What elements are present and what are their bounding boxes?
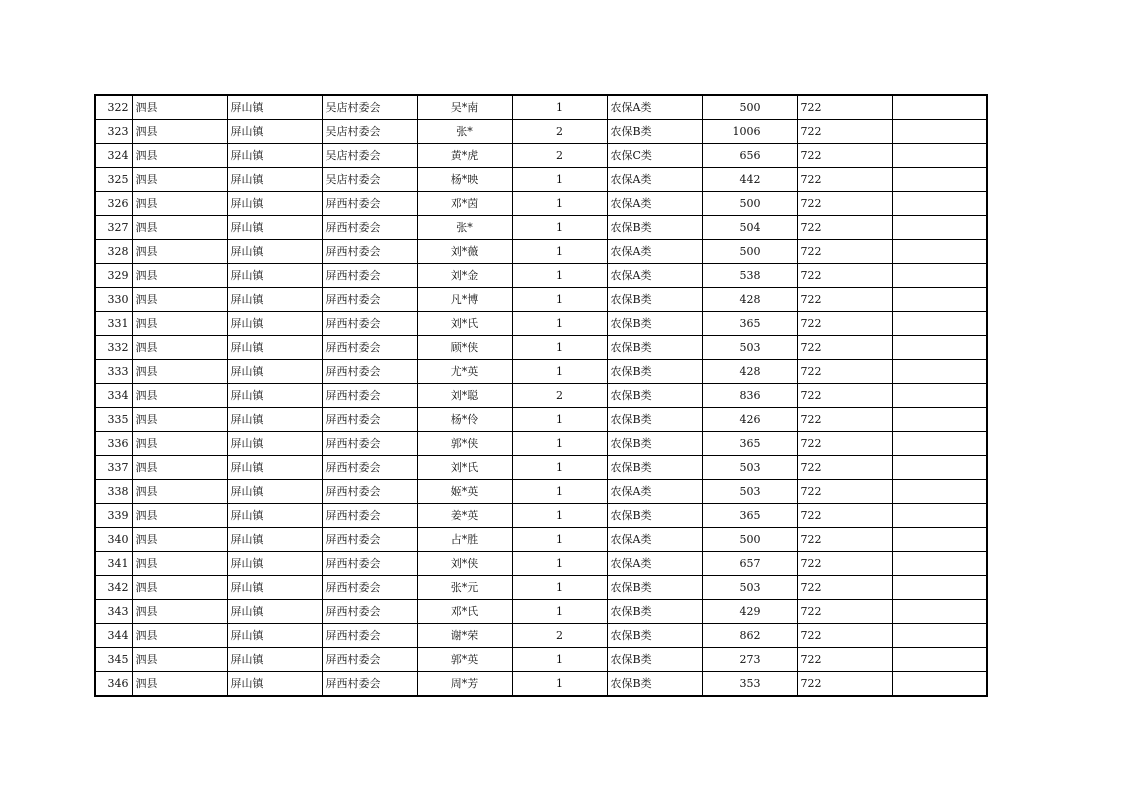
village-cell: 屏西村委会 [322,504,417,528]
amount-cell: 503 [702,336,797,360]
household-count-cell: 1 [512,264,607,288]
code-cell: 722 [797,552,892,576]
household-count-cell: 1 [512,432,607,456]
village-cell: 吴店村委会 [322,168,417,192]
row-number-cell: 322 [95,95,132,120]
county-cell: 泗县 [132,480,227,504]
person-name-cell: 刘*氏 [417,312,512,336]
category-cell: 农保A类 [607,240,702,264]
remarks-cell [892,552,987,576]
village-cell: 屏西村委会 [322,216,417,240]
county-cell: 泗县 [132,95,227,120]
table-row [95,672,987,697]
remarks-cell [892,480,987,504]
county-cell: 泗县 [132,504,227,528]
remarks-cell [892,216,987,240]
household-count-cell: 1 [512,480,607,504]
village-cell: 吴店村委会 [322,95,417,120]
code-cell: 722 [797,624,892,648]
person-name-cell: 刘*氏 [417,456,512,480]
remarks-cell [892,408,987,432]
remarks-cell [892,672,987,697]
code-cell: 722 [797,120,892,144]
row-number-cell: 336 [95,432,132,456]
amount-cell: 500 [702,192,797,216]
town-cell: 屏山镇 [227,432,322,456]
person-name-cell: 张* [417,216,512,240]
table-row [95,288,987,312]
code-cell: 722 [797,600,892,624]
household-count-cell: 1 [512,648,607,672]
row-number-cell: 324 [95,144,132,168]
row-number-cell: 345 [95,648,132,672]
town-cell: 屏山镇 [227,528,322,552]
village-cell: 屏西村委会 [322,456,417,480]
county-cell: 泗县 [132,552,227,576]
row-number-cell: 335 [95,408,132,432]
amount-cell: 273 [702,648,797,672]
category-cell: 农保B类 [607,624,702,648]
table-row [95,168,987,192]
row-number-cell: 341 [95,552,132,576]
table-row [95,552,987,576]
person-name-cell: 张*元 [417,576,512,600]
category-cell: 农保B类 [607,408,702,432]
person-name-cell: 尤*英 [417,360,512,384]
household-count-cell: 2 [512,120,607,144]
town-cell: 屏山镇 [227,552,322,576]
code-cell: 722 [797,648,892,672]
row-number-cell: 337 [95,456,132,480]
table-row [95,384,987,408]
code-cell: 722 [797,192,892,216]
code-cell: 722 [797,360,892,384]
amount-cell: 365 [702,312,797,336]
table-row [95,216,987,240]
person-name-cell: 谢*荣 [417,624,512,648]
household-count-cell: 1 [512,672,607,697]
table-row [95,432,987,456]
household-count-cell: 1 [512,504,607,528]
person-name-cell: 占*胜 [417,528,512,552]
town-cell: 屏山镇 [227,408,322,432]
village-cell: 屏西村委会 [322,240,417,264]
household-count-cell: 1 [512,336,607,360]
code-cell: 722 [797,432,892,456]
household-count-cell: 1 [512,456,607,480]
row-number-cell: 329 [95,264,132,288]
code-cell: 722 [797,672,892,697]
village-cell: 屏西村委会 [322,384,417,408]
code-cell: 722 [797,480,892,504]
code-cell: 722 [797,576,892,600]
amount-cell: 426 [702,408,797,432]
remarks-cell [892,264,987,288]
county-cell: 泗县 [132,264,227,288]
village-cell: 屏西村委会 [322,600,417,624]
county-cell: 泗县 [132,432,227,456]
amount-cell: 500 [702,240,797,264]
code-cell: 722 [797,240,892,264]
category-cell: 农保B类 [607,504,702,528]
town-cell: 屏山镇 [227,576,322,600]
county-cell: 泗县 [132,312,227,336]
amount-cell: 500 [702,95,797,120]
code-cell: 722 [797,144,892,168]
amount-cell: 862 [702,624,797,648]
row-number-cell: 326 [95,192,132,216]
row-number-cell: 340 [95,528,132,552]
county-cell: 泗县 [132,192,227,216]
town-cell: 屏山镇 [227,168,322,192]
town-cell: 屏山镇 [227,624,322,648]
category-cell: 农保B类 [607,312,702,336]
person-name-cell: 刘*侠 [417,552,512,576]
row-number-cell: 338 [95,480,132,504]
amount-cell: 1006 [702,120,797,144]
county-cell: 泗县 [132,384,227,408]
amount-cell: 500 [702,528,797,552]
table-row [95,504,987,528]
category-cell: 农保A类 [607,528,702,552]
table-row [95,624,987,648]
row-number-cell: 327 [95,216,132,240]
county-cell: 泗县 [132,648,227,672]
person-name-cell: 凡*博 [417,288,512,312]
person-name-cell: 刘*薇 [417,240,512,264]
person-name-cell: 周*芳 [417,672,512,697]
amount-cell: 365 [702,432,797,456]
remarks-cell [892,240,987,264]
remarks-cell [892,95,987,120]
town-cell: 屏山镇 [227,480,322,504]
town-cell: 屏山镇 [227,504,322,528]
town-cell: 屏山镇 [227,456,322,480]
village-cell: 屏西村委会 [322,432,417,456]
table-row [95,528,987,552]
category-cell: 农保B类 [607,120,702,144]
county-cell: 泗县 [132,216,227,240]
village-cell: 屏西村委会 [322,624,417,648]
category-cell: 农保B类 [607,336,702,360]
remarks-cell [892,336,987,360]
category-cell: 农保B类 [607,288,702,312]
village-cell: 屏西村委会 [322,648,417,672]
county-cell: 泗县 [132,240,227,264]
table-row [95,600,987,624]
remarks-cell [892,456,987,480]
village-cell: 吴店村委会 [322,120,417,144]
household-count-cell: 1 [512,600,607,624]
county-cell: 泗县 [132,576,227,600]
code-cell: 722 [797,95,892,120]
village-cell: 屏西村委会 [322,480,417,504]
amount-cell: 657 [702,552,797,576]
table-row [95,648,987,672]
village-cell: 屏西村委会 [322,288,417,312]
town-cell: 屏山镇 [227,216,322,240]
county-cell: 泗县 [132,168,227,192]
village-cell: 屏西村委会 [322,672,417,697]
town-cell: 屏山镇 [227,360,322,384]
category-cell: 农保B类 [607,600,702,624]
code-cell: 722 [797,312,892,336]
table-row [95,95,987,120]
remarks-cell [892,288,987,312]
category-cell: 农保B类 [607,576,702,600]
category-cell: 农保C类 [607,144,702,168]
household-count-cell: 2 [512,384,607,408]
household-count-cell: 2 [512,624,607,648]
county-cell: 泗县 [132,360,227,384]
person-name-cell: 姜*英 [417,504,512,528]
village-cell: 屏西村委会 [322,552,417,576]
household-count-cell: 1 [512,240,607,264]
amount-cell: 503 [702,480,797,504]
code-cell: 722 [797,504,892,528]
data-table [94,94,988,697]
category-cell: 农保B类 [607,456,702,480]
county-cell: 泗县 [132,288,227,312]
remarks-cell [892,144,987,168]
row-number-cell: 328 [95,240,132,264]
household-count-cell: 1 [512,288,607,312]
row-number-cell: 346 [95,672,132,697]
household-count-cell: 1 [512,408,607,432]
remarks-cell [892,312,987,336]
table-row [95,192,987,216]
amount-cell: 836 [702,384,797,408]
village-cell: 屏西村委会 [322,360,417,384]
table-row [95,312,987,336]
table-row [95,576,987,600]
household-count-cell: 1 [512,552,607,576]
person-name-cell: 顾*侠 [417,336,512,360]
row-number-cell: 342 [95,576,132,600]
row-number-cell: 339 [95,504,132,528]
town-cell: 屏山镇 [227,120,322,144]
remarks-cell [892,432,987,456]
person-name-cell: 邓*氏 [417,600,512,624]
code-cell: 722 [797,216,892,240]
county-cell: 泗县 [132,408,227,432]
table-row [95,480,987,504]
person-name-cell: 郭*英 [417,648,512,672]
amount-cell: 503 [702,576,797,600]
amount-cell: 428 [702,288,797,312]
table-row [95,336,987,360]
category-cell: 农保B类 [607,648,702,672]
town-cell: 屏山镇 [227,192,322,216]
village-cell: 屏西村委会 [322,408,417,432]
category-cell: 农保A类 [607,552,702,576]
row-number-cell: 323 [95,120,132,144]
county-cell: 泗县 [132,528,227,552]
household-count-cell: 1 [512,168,607,192]
person-name-cell: 刘*聪 [417,384,512,408]
code-cell: 722 [797,408,892,432]
person-name-cell: 杨*映 [417,168,512,192]
amount-cell: 442 [702,168,797,192]
household-count-cell: 2 [512,144,607,168]
category-cell: 农保B类 [607,432,702,456]
code-cell: 722 [797,264,892,288]
county-cell: 泗县 [132,600,227,624]
table-row [95,264,987,288]
table-row [95,240,987,264]
household-count-cell: 1 [512,192,607,216]
town-cell: 屏山镇 [227,240,322,264]
town-cell: 屏山镇 [227,264,322,288]
town-cell: 屏山镇 [227,288,322,312]
village-cell: 屏西村委会 [322,192,417,216]
table-body [95,95,987,696]
table-row [95,120,987,144]
town-cell: 屏山镇 [227,672,322,697]
town-cell: 屏山镇 [227,312,322,336]
category-cell: 农保A类 [607,192,702,216]
remarks-cell [892,192,987,216]
household-count-cell: 1 [512,216,607,240]
row-number-cell: 332 [95,336,132,360]
village-cell: 屏西村委会 [322,312,417,336]
remarks-cell [892,528,987,552]
county-cell: 泗县 [132,336,227,360]
county-cell: 泗县 [132,672,227,697]
amount-cell: 503 [702,456,797,480]
person-name-cell: 邓*茵 [417,192,512,216]
remarks-cell [892,384,987,408]
table-row [95,144,987,168]
amount-cell: 538 [702,264,797,288]
code-cell: 722 [797,528,892,552]
amount-cell: 365 [702,504,797,528]
household-count-cell: 1 [512,528,607,552]
remarks-cell [892,120,987,144]
person-name-cell: 杨*伶 [417,408,512,432]
row-number-cell: 325 [95,168,132,192]
code-cell: 722 [797,168,892,192]
person-name-cell: 郭*侠 [417,432,512,456]
table-row [95,456,987,480]
category-cell: 农保A类 [607,168,702,192]
table-row [95,360,987,384]
town-cell: 屏山镇 [227,95,322,120]
household-count-cell: 1 [512,95,607,120]
person-name-cell: 姬*英 [417,480,512,504]
amount-cell: 504 [702,216,797,240]
village-cell: 吴店村委会 [322,144,417,168]
town-cell: 屏山镇 [227,384,322,408]
remarks-cell [892,624,987,648]
remarks-cell [892,168,987,192]
town-cell: 屏山镇 [227,600,322,624]
code-cell: 722 [797,384,892,408]
amount-cell: 656 [702,144,797,168]
row-number-cell: 334 [95,384,132,408]
amount-cell: 429 [702,600,797,624]
person-name-cell: 黄*虎 [417,144,512,168]
household-count-cell: 1 [512,312,607,336]
category-cell: 农保A类 [607,95,702,120]
county-cell: 泗县 [132,624,227,648]
table-row [95,408,987,432]
person-name-cell: 吴*南 [417,95,512,120]
household-count-cell: 1 [512,360,607,384]
category-cell: 农保B类 [607,360,702,384]
amount-cell: 428 [702,360,797,384]
row-number-cell: 330 [95,288,132,312]
village-cell: 屏西村委会 [322,528,417,552]
village-cell: 屏西村委会 [322,264,417,288]
village-cell: 屏西村委会 [322,576,417,600]
remarks-cell [892,504,987,528]
category-cell: 农保B类 [607,384,702,408]
county-cell: 泗县 [132,120,227,144]
category-cell: 农保B类 [607,672,702,697]
code-cell: 722 [797,336,892,360]
row-number-cell: 343 [95,600,132,624]
remarks-cell [892,600,987,624]
household-count-cell: 1 [512,576,607,600]
code-cell: 722 [797,456,892,480]
category-cell: 农保A类 [607,480,702,504]
category-cell: 农保A类 [607,264,702,288]
village-cell: 屏西村委会 [322,336,417,360]
category-cell: 农保B类 [607,216,702,240]
county-cell: 泗县 [132,144,227,168]
town-cell: 屏山镇 [227,336,322,360]
person-name-cell: 张* [417,120,512,144]
remarks-cell [892,648,987,672]
row-number-cell: 333 [95,360,132,384]
amount-cell: 353 [702,672,797,697]
remarks-cell [892,360,987,384]
row-number-cell: 344 [95,624,132,648]
remarks-cell [892,576,987,600]
row-number-cell: 331 [95,312,132,336]
town-cell: 屏山镇 [227,144,322,168]
town-cell: 屏山镇 [227,648,322,672]
person-name-cell: 刘*金 [417,264,512,288]
county-cell: 泗县 [132,456,227,480]
code-cell: 722 [797,288,892,312]
